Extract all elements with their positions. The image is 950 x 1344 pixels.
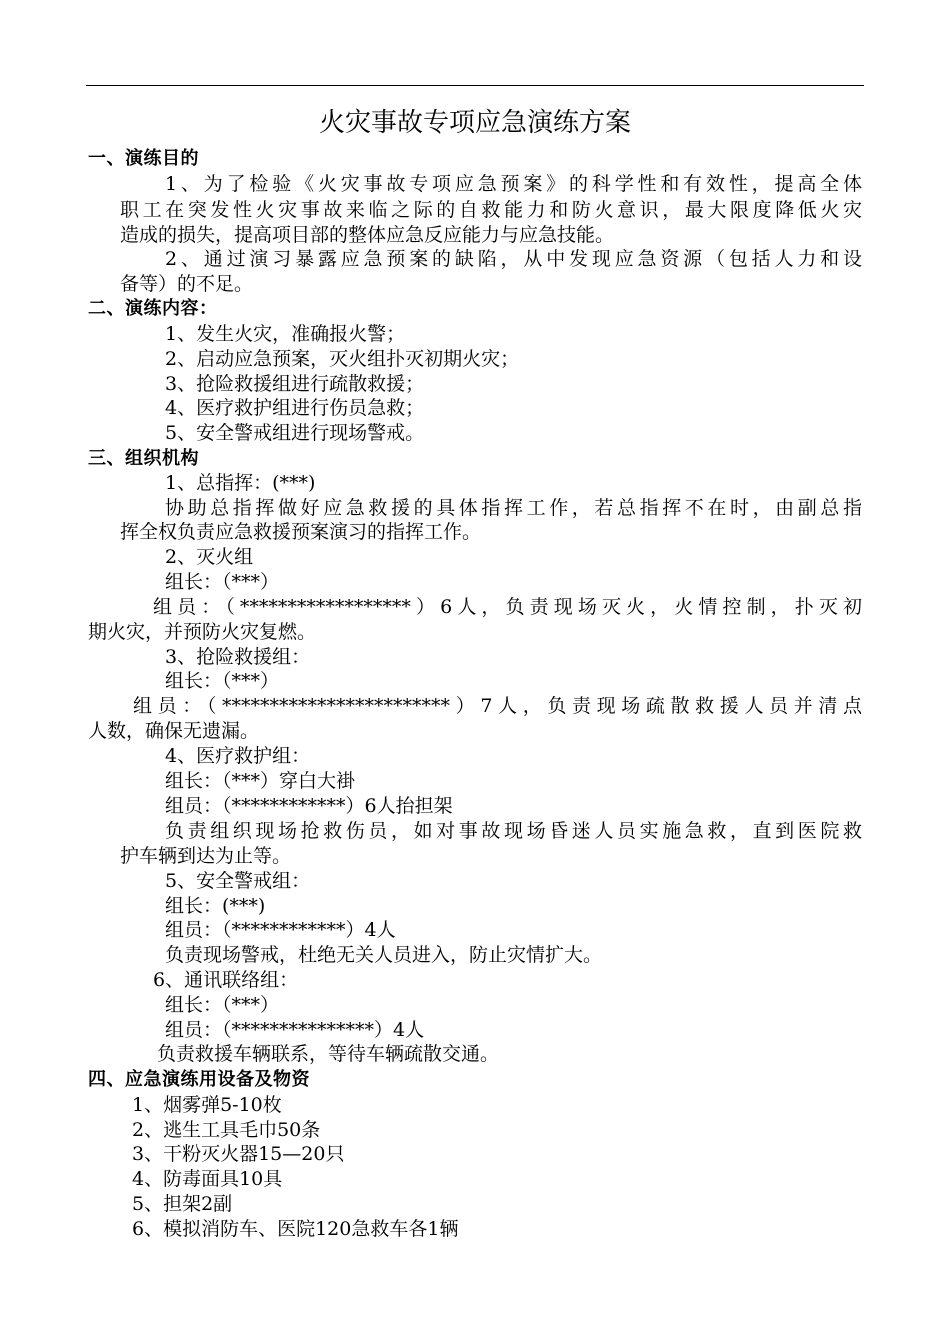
medical-team-leader: 组长：（***）穿白大褂 — [165, 770, 356, 792]
equipment-item: 2、逃生工具毛巾50条 — [132, 1119, 321, 1141]
medical-team-title: 4、医疗救护组： — [165, 745, 311, 767]
security-team-title: 5、安全警戒组： — [165, 870, 311, 892]
section-2-heading: 二、演练内容： — [88, 298, 218, 319]
equipment-item: 6、模拟消防车、医院120急救车各1辆 — [132, 1218, 459, 1240]
sec2-item: 1、发生火灾，准确报火警； — [165, 323, 406, 345]
section-1-heading: 一、演练目的 — [88, 148, 199, 169]
header-rule — [86, 85, 864, 86]
section-4-heading: 四、应急演练用设备及物资 — [88, 1069, 310, 1090]
security-team-leader: 组长：(***) — [165, 895, 266, 917]
medical-team-members: 组员：（************）6人抬担架 — [165, 795, 453, 817]
comms-team-title: 6、通讯联络组： — [153, 969, 299, 991]
rescue-team-members-line1: 组员：（************************）7人，负责现场疏散救援人员并清点 — [133, 695, 862, 717]
rescue-team-members-line2: 人数，确保无遗漏。 — [88, 720, 260, 742]
sec1-para1-line2: 职工在突发性火灾事故来临之际的自救能力和防火意识，最大限度降低火灾 — [120, 199, 862, 221]
sec2-item: 4、医疗救护组进行伤员急救； — [165, 397, 425, 419]
rescue-team-title: 3、抢险救援组： — [165, 646, 311, 668]
equipment-item: 5、担架2副 — [132, 1193, 233, 1215]
comms-team-members: 组员：（***************）4人 — [165, 1019, 425, 1041]
fire-team-members-line2: 期火灾，并预防火灾复燃。 — [88, 621, 317, 643]
equipment-item: 3、干粉灭火器15—20只 — [132, 1143, 345, 1165]
sec1-para1-line1: 1、为了检验《火灾事故专项应急预案》的科学性和有效性，提高全体 — [165, 173, 862, 195]
sec2-item: 3、抢险救援组进行疏散救援； — [165, 373, 425, 395]
medical-team-desc-line2: 护车辆到达为止等。 — [120, 845, 292, 867]
sec1-para2-line1: 2、通过演习暴露应急预案的缺陷，从中发现应急资源（包括人力和设 — [165, 248, 862, 270]
medical-team-desc-line1: 负责组织现场抢救伤员，如对事故现场昏迷人员实施急救，直到医院救 — [165, 820, 862, 842]
security-team-desc: 负责现场警戒，杜绝无关人员进入，防止灾情扩大。 — [165, 944, 603, 966]
sec2-item: 5、安全警戒组进行现场警戒。 — [165, 422, 425, 444]
sec1-para2-line2: 备等）的不足。 — [120, 273, 254, 295]
rescue-team-leader: 组长：（***） — [165, 670, 280, 692]
fire-team-title: 2、灭火组 — [165, 546, 254, 568]
commander-desc-line2: 挥全权负责应急救援预案演习的指挥工作。 — [120, 521, 482, 543]
section-3-heading: 三、组织机构 — [88, 448, 199, 469]
sec2-item: 2、启动应急预案，灭火组扑灭初期火灾； — [165, 348, 520, 370]
commander-title: 1、总指挥：(***) — [165, 472, 316, 494]
comms-team-desc: 负责救援车辆联系，等待车辆疏散交通。 — [157, 1043, 500, 1065]
commander-desc-line1: 协助总指挥做好应急救援的具体指挥工作，若总指挥不在时，由副总指 — [165, 497, 862, 519]
security-team-members: 组员：（************）4人 — [165, 919, 396, 941]
sec1-para1-line3: 造成的损失，提高项目部的整体应急反应能力与应急技能。 — [120, 224, 615, 246]
document-title: 火灾事故专项应急演练方案 — [318, 108, 631, 138]
equipment-item: 4、防毒面具10具 — [132, 1168, 283, 1190]
fire-team-members-line1: 组员：（******************）6人，负责现场灭火，火情控制，扑灭初 — [153, 596, 862, 618]
fire-team-leader: 组长：（***） — [165, 571, 280, 593]
equipment-item: 1、烟雾弹5-10枚 — [132, 1094, 282, 1116]
comms-team-leader: 组长：（***） — [165, 994, 280, 1016]
